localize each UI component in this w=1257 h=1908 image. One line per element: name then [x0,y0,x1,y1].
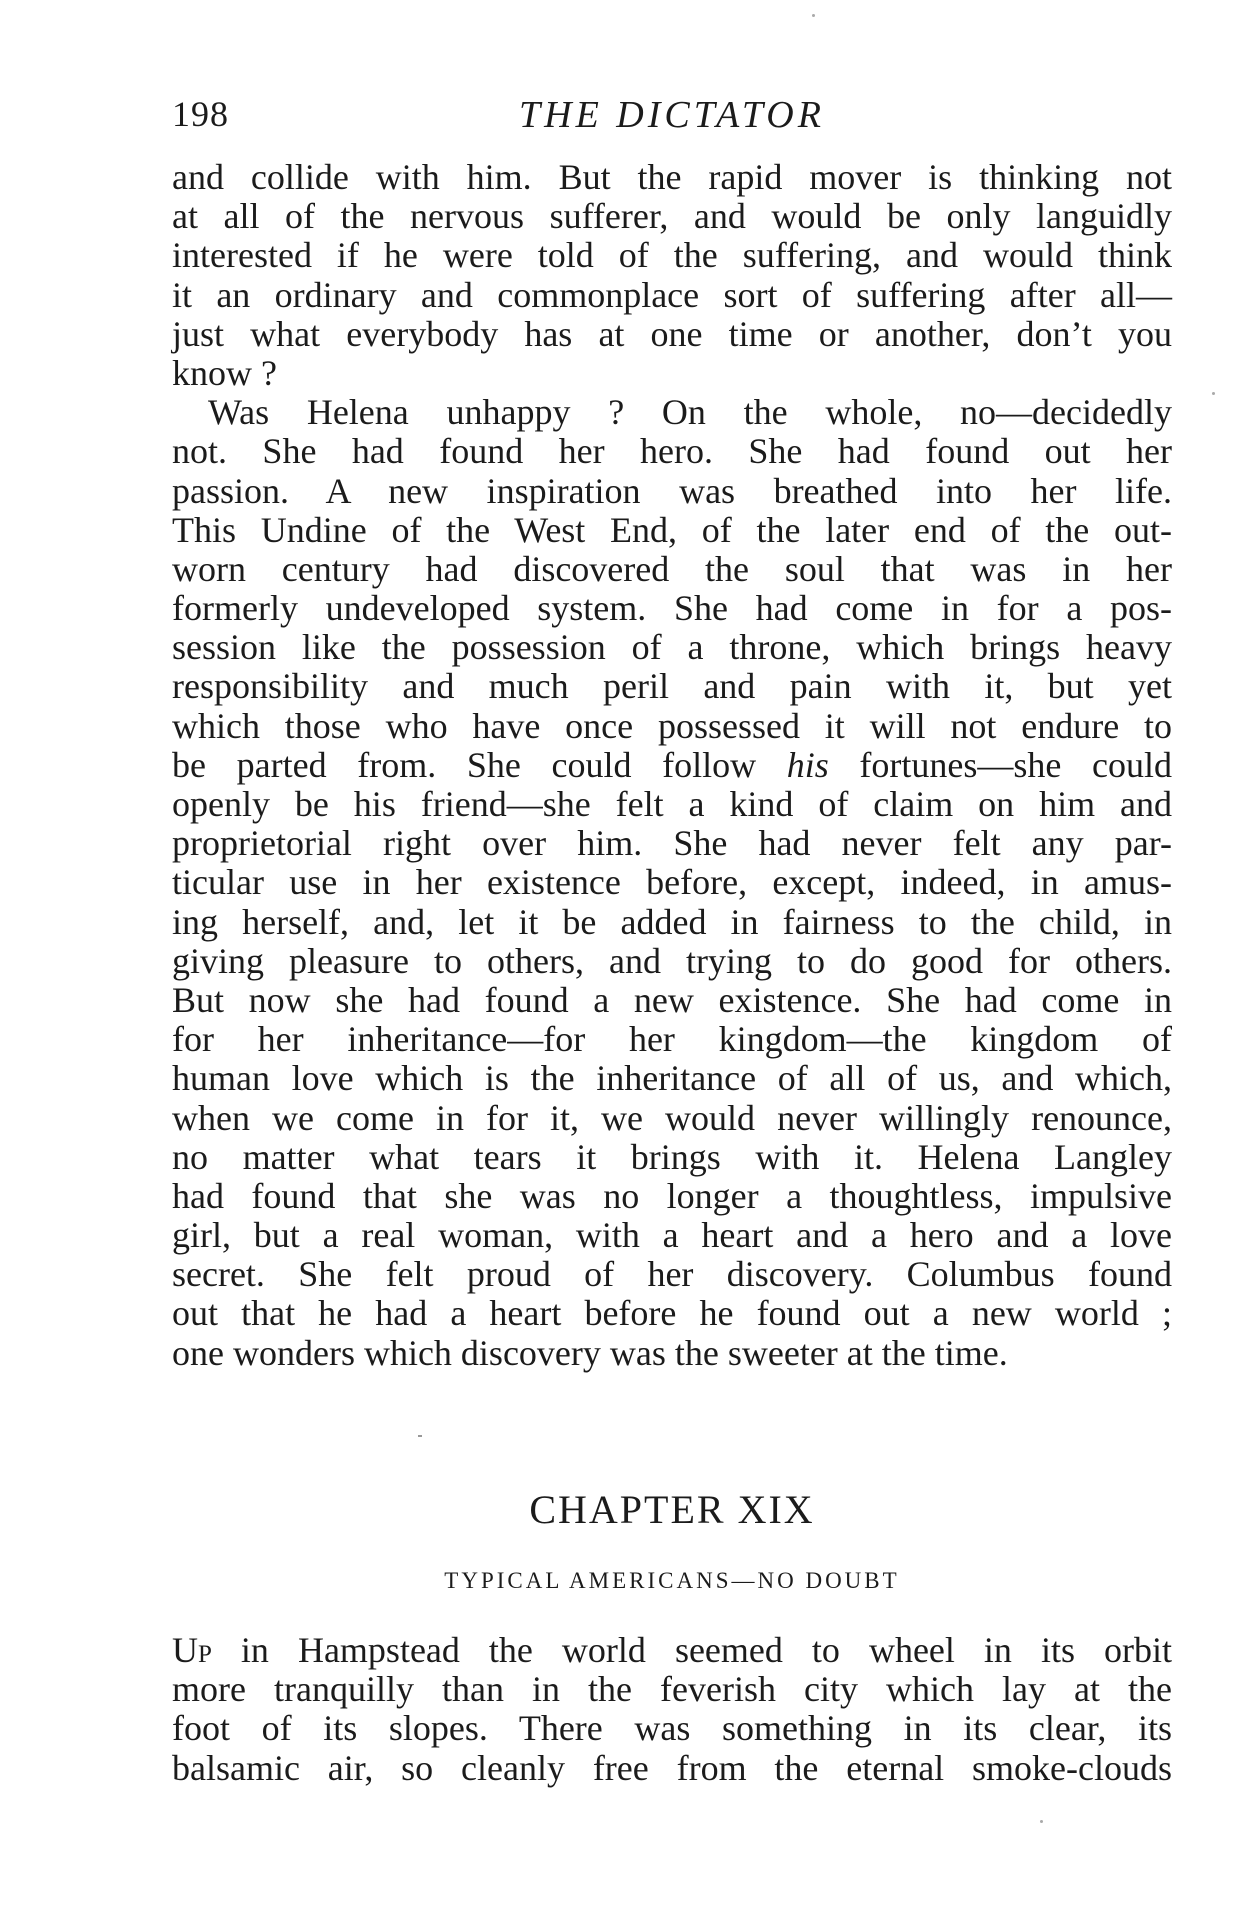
text-line: no matter what tears it brings with it. Helena Langley [172,1136,1172,1177]
scan-speck [812,14,815,17]
text-line-with-italic [172,746,1172,785]
italic-word: his [786,744,829,785]
chapter-first-line [172,1631,1172,1670]
text-line: one wonders which discovery was the sweeter at the time. [172,1332,1008,1373]
text-line: secret. She felt proud of her discovery. Columbus found [172,1254,1172,1295]
text-line: know ? [172,352,277,393]
text-line: not. She had found her hero. She had found out her [172,431,1172,472]
page-number: 198 [172,94,229,134]
text-line: openly be his friend—she felt a kind of claim on him and [172,784,1172,824]
text-line: it an ordinary and commonplace sort of suffering after all— [172,274,1172,315]
body-text [172,158,1172,1373]
text-segment: fortunes—she could [828,744,1173,785]
text-line: more tranquilly than in the feverish city which lay at the [172,1669,1172,1710]
scan-speck [1212,392,1215,395]
text-segment: in Hampstead the world seemed to wheel in its orbit [211,1630,1172,1670]
opening-word: Up [172,1630,212,1670]
text-line: and collide with him. But the rapid mover is thinking not [172,157,1172,197]
text-line: Was Helena unhappy ? On the whole, no—decidedly [208,392,1172,433]
text-line: human love which is the inheritance of all of us, and which, [172,1058,1172,1099]
text-line: worn century had discovered the soul that was in her [172,548,1172,589]
text-line: girl, but a real woman, with a heart and a hero and a love [172,1215,1172,1256]
text-line: balsamic air, so cleanly free from the eternal smoke-clouds [172,1747,1172,1788]
text-line: when we come in for it, we would never willingly renounce, [172,1097,1172,1138]
section-divider [418,1435,422,1437]
text-line: responsibility and much peril and pain with it, but yet [172,666,1172,707]
text-line: ing herself, and, let it be added in fairness to the child, in [172,901,1172,942]
running-head [172,93,1172,141]
text-line: ticular use in her existence before, except, indeed, in amus- [172,862,1172,903]
text-line: formerly undeveloped system. She had come in for a pos- [172,588,1172,629]
scan-speck [1040,1820,1043,1823]
text-segment: be parted from. She could follow [172,744,787,785]
text-line: foot of its slopes. There was something in its clear, its [172,1708,1172,1749]
text-line: out that he had a heart before he found out a new world ; [172,1293,1172,1334]
text-line: for her inheritance—for her kingdom—the kingdom of [172,1019,1172,1060]
text-line: just what everybody has at one time or another, don’t you [172,313,1172,354]
chapter-body [172,1631,1172,1788]
text-line: proprietorial right over him. She had never felt any par- [172,823,1172,864]
text-line: giving pleasure to others, and trying to do good for others. [172,940,1172,981]
chapter-subtitle: TYPICAL AMERICANS—NO DOUBT [444,1568,900,1593]
text-line: at all of the nervous sufferer, and would be only languidly [172,196,1172,237]
chapter-heading: CHAPTER XIX [529,1487,815,1532]
text-line: passion. A new inspiration was breathed into her life. [172,470,1172,511]
running-title: THE DICTATOR [519,94,825,136]
text-line: This Undine of the West End, of the later end of the out- [172,509,1172,550]
text-line: But now she had found a new existence. She had come in [172,979,1172,1020]
text-line: which those who have once possessed it will not endure to [172,705,1172,746]
text-line: session like the possession of a throne, which brings heavy [172,627,1172,668]
text-line: had found that she was no longer a thoughtless, impulsive [172,1175,1172,1216]
text-line: interested if he were told of the suffering, and would think [172,235,1172,276]
